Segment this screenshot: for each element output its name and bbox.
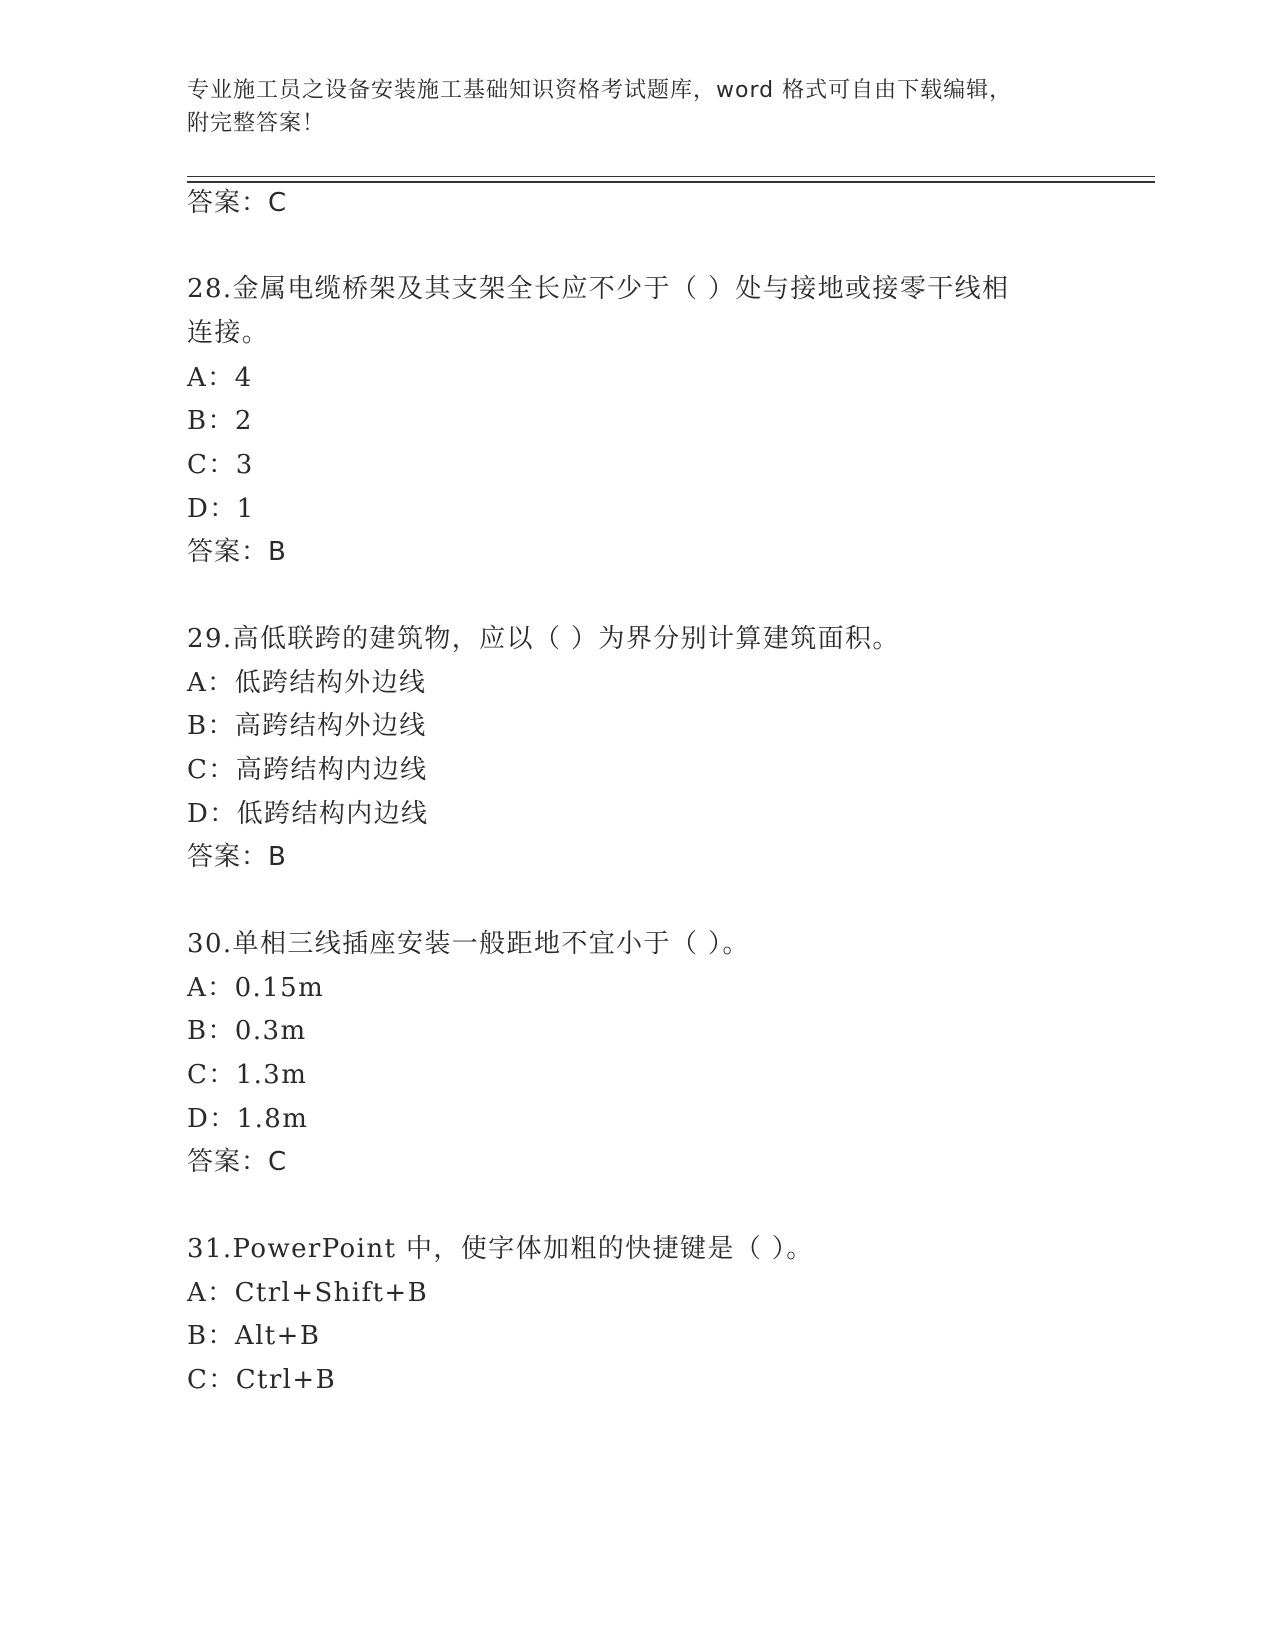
question-29-option-b: B：高跨结构外边线: [187, 711, 427, 741]
question-31-text: 31.PowerPoint 中，使字体加粗的快捷键是（ ）。: [187, 1234, 814, 1264]
question-30-option-c: C：1.3m: [187, 1060, 308, 1090]
question-29-option-c: C：高跨结构内边线: [187, 755, 428, 785]
question-30-option-b: B：0.3m: [187, 1016, 307, 1046]
question-30-option-d: D：1.8m: [187, 1104, 309, 1134]
question-28-answer: 答案：B: [187, 537, 287, 567]
header-line-1: 专业施工员之设备安装施工基础知识资格考试题库，word 格式可自由下载编辑，: [187, 78, 1013, 103]
question-31-option-c: C：Ctrl+B: [187, 1365, 337, 1395]
question-28-text-line-2: 连接。: [187, 318, 270, 348]
header-rule-thin: [187, 176, 1155, 177]
question-31-option-a: A：Ctrl+Shift+B: [187, 1278, 429, 1308]
question-28-option-a: A：4: [187, 363, 253, 393]
question-30-text: 30.单相三线插座安装一般距地不宜小于（ ）。: [187, 929, 750, 959]
question-30-answer: 答案：C: [187, 1147, 288, 1177]
question-28-option-c: C：3: [187, 450, 254, 480]
question-28-option-d: D：1: [187, 494, 255, 524]
question-29-answer: 答案：B: [187, 842, 287, 872]
document-header: [187, 74, 1067, 140]
question-29-text: 29.高低联跨的建筑物，应以（ ）为界分别计算建筑面积。: [187, 624, 900, 654]
question-31-option-b: B：Alt+B: [187, 1321, 321, 1351]
question-30-option-a: A：0.15m: [187, 973, 325, 1003]
question-28-option-b: B：2: [187, 406, 253, 436]
question-29-option-a: A：低跨结构外边线: [187, 668, 427, 698]
question-28-text-line-1: 28.金属电缆桥架及其支架全长应不少于（ ）处与接地或接零干线相: [187, 274, 1010, 304]
previous-answer: 答案：C: [187, 188, 288, 218]
header-rule-thick: [187, 181, 1155, 183]
header-line-2: 附完整答案！: [187, 111, 326, 136]
question-29-option-d: D：低跨结构内边线: [187, 799, 429, 829]
